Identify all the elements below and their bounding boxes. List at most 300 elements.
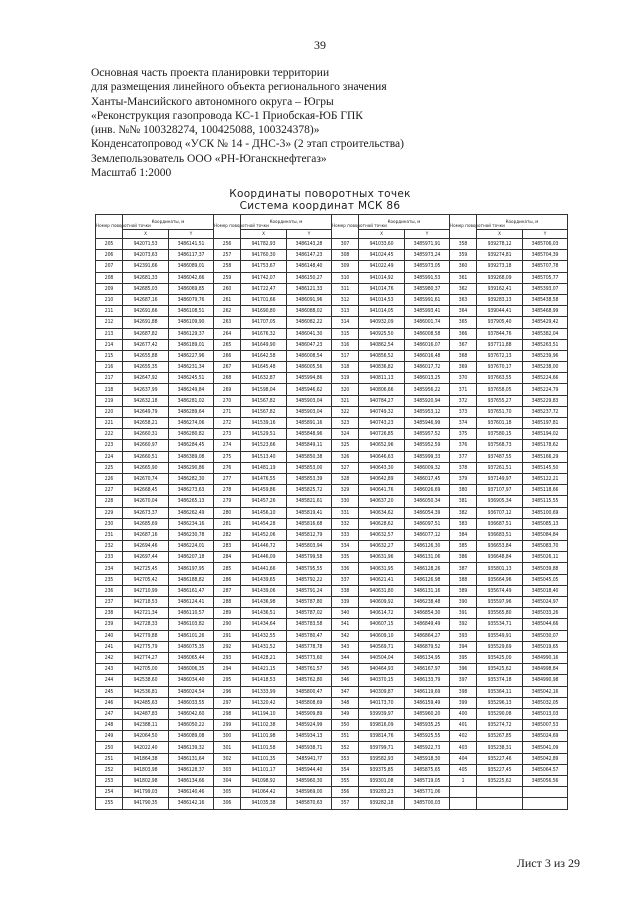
y-coordinate-cell: 3485122,21 [523,473,568,484]
x-coordinate-cell: 941539,16 [241,418,287,429]
table-row [96,652,568,663]
table-header [96,215,568,239]
y-coordinate-cell: 3485783,58 [287,619,332,630]
table-row [96,764,568,775]
table-row [96,630,568,641]
point-number-cell: 309 [332,261,359,272]
x-coordinate-cell: 935227,46 [477,753,523,764]
point-number-cell: 301 [214,742,241,753]
y-coordinate-cell: 3485018,40 [523,585,568,596]
y-coordinate-cell: 3485263,51 [523,339,568,350]
y-coordinate-cell: 3485762,80 [287,675,332,686]
x-coordinate-cell: 941803,98 [123,764,169,775]
y-coordinate-cell: 3486009,32 [405,462,450,473]
y-coordinate-cell: 3486079,76 [169,294,214,305]
y-coordinate-cell: 3486150,27 [287,272,332,283]
x-coordinate-cell: 940631,80 [359,585,405,596]
table-title [0,188,640,212]
table-row [96,429,568,440]
point-number-cell: 371 [450,384,477,395]
point-number-cell: 314 [332,317,359,328]
y-coordinate-cell: 3485791,24 [287,585,332,596]
x-coordinate-cell: 941701,66 [241,294,287,305]
point-number-cell: 389 [450,585,477,596]
point-number-header: Номер поворотной точки [96,215,123,239]
point-number-cell: 336 [332,563,359,574]
table-row [96,440,568,451]
sheet-footer: Лист 3 из 29 [516,856,580,870]
x-coordinate-cell: 941101,98 [241,731,287,742]
point-number-cell: 360 [450,261,477,272]
y-coordinate-cell: 3486082,22 [287,317,332,328]
point-number-cell: 228 [96,496,123,507]
x-coordinate-cell: 942705,42 [123,574,169,585]
point-number-cell: 323 [332,418,359,429]
x-header: X [477,230,523,239]
point-number-cell: 356 [332,787,359,798]
y-coordinate-cell: 3485719,05 [405,776,450,787]
point-number-cell: 343 [332,641,359,652]
point-number-cell: 291 [214,630,241,641]
table-row [96,306,568,317]
point-number-cell: 355 [332,776,359,787]
point-number-cell: 392 [450,619,477,630]
x-coordinate-cell: 941707,05 [241,317,287,328]
y-coordinate-cell: 3486274,06 [169,418,214,429]
point-number-cell: 303 [214,764,241,775]
header-line: Основная часть проекта планировки территории [91,67,330,79]
y-coordinate-cell: 3486140,46 [169,787,214,798]
x-coordinate-cell: 941014,05 [359,306,405,317]
point-number-cell: 275 [214,451,241,462]
y-coordinate-cell: 3485041,09 [523,742,568,753]
y-coordinate-cell: 3485870,63 [287,798,332,809]
point-number-cell [450,798,477,809]
x-coordinate-cell: 942487,83 [123,708,169,719]
x-coordinate-cell: 940925,50 [359,328,405,339]
y-coordinate-cell: 3485853,39 [287,473,332,484]
y-coordinate-cell: 3486109,90 [169,317,214,328]
x-coordinate-cell: 941459,86 [241,485,287,496]
x-coordinate-cell: 942774,27 [123,652,169,663]
coordinates-header: Координаты, м [359,215,450,230]
x-coordinate-cell: 937905,40 [477,317,523,328]
point-number-cell: 327 [332,462,359,473]
y-coordinate-cell: 3485909,89 [287,708,332,719]
point-number-cell: 310 [332,272,359,283]
point-number-cell: 254 [96,787,123,798]
point-number-cell: 278 [214,485,241,496]
point-number-cell: 279 [214,496,241,507]
y-coordinate-cell: 3485115,55 [523,496,568,507]
x-coordinate-cell: 941645,48 [241,362,287,373]
x-coordinate-cell: 937655,27 [477,395,523,406]
x-coordinate-cell: 941064,42 [241,787,287,798]
point-number-cell: 364 [450,306,477,317]
y-coordinate-cell: 3485971,91 [405,239,450,250]
y-coordinate-cell [523,798,568,809]
y-coordinate-cell: 3485778,78 [287,641,332,652]
x-coordinate-cell: 940811,13 [359,373,405,384]
x-coordinate-cell: 941014,92 [359,272,405,283]
y-coordinate-cell: 3486128,37 [169,764,214,775]
x-coordinate-cell: 942691,66 [123,306,169,317]
y-coordinate-cell: 3486097,51 [405,518,450,529]
x-coordinate-cell: 937149,97 [477,473,523,484]
x-coordinate-cell: 941799,03 [123,787,169,798]
x-coordinate-cell: 941418,53 [241,675,287,686]
y-coordinate-cell: 3486167,97 [405,664,450,675]
point-number-cell: 234 [96,563,123,574]
y-coordinate-cell: 3486075,35 [169,641,214,652]
x-coordinate-cell: 937601,18 [477,418,523,429]
table-row [96,597,568,608]
point-number-cell: 322 [332,406,359,417]
point-number-cell: 1 [450,776,477,787]
point-number-cell: 246 [96,697,123,708]
x-coordinate-cell: 941790,35 [123,798,169,809]
table-row [96,518,568,529]
table-row [96,418,568,429]
x-coordinate-cell: 937580,15 [477,429,523,440]
point-number-cell: 321 [332,395,359,406]
y-coordinate-cell: 3486124,41 [169,597,214,608]
y-coordinate-cell: 3485792,22 [287,574,332,585]
x-coordinate-cell: 940569,71 [359,641,405,652]
x-coordinate-cell: 940607,15 [359,619,405,630]
point-number-cell: 269 [214,384,241,395]
point-number-cell: 213 [96,328,123,339]
x-coordinate-cell: 941446,72 [241,541,287,552]
y-coordinate-cell: 3485438,58 [523,294,568,305]
point-number-cell: 313 [332,306,359,317]
x-coordinate-cell: 940743,23 [359,418,405,429]
point-number-header: Номер поворотной точки [214,215,241,239]
point-number-cell: 315 [332,328,359,339]
y-coordinate-cell: 3486033,55 [169,697,214,708]
point-number-cell: 283 [214,541,241,552]
y-coordinate-cell: 3486103,82 [169,619,214,630]
point-number-header: Номер поворотной точки [450,215,477,239]
y-coordinate-cell: 3486034,40 [169,675,214,686]
point-number-cell: 244 [96,675,123,686]
point-number-cell: 227 [96,485,123,496]
point-number-cell: 328 [332,473,359,484]
y-coordinate-cell: 3486042,66 [169,272,214,283]
point-number-cell: 290 [214,619,241,630]
point-number-cell: 396 [450,664,477,675]
x-coordinate-cell: 935549,91 [477,630,523,641]
y-coordinate-cell: 3485033,26 [523,608,568,619]
point-number-cell: 226 [96,473,123,484]
x-coordinate-cell: 942725,45 [123,563,169,574]
y-coordinate-cell: 3486088,02 [287,306,332,317]
x-coordinate-cell: 942660,31 [123,429,169,440]
x-coordinate-cell: 942691,88 [123,317,169,328]
table-row [96,250,568,261]
x-coordinate-cell: 941428,21 [241,652,287,663]
point-number-cell: 225 [96,462,123,473]
point-number-cell: 224 [96,451,123,462]
y-header: Y [169,230,214,239]
point-number-cell: 268 [214,373,241,384]
point-number-cell: 241 [96,641,123,652]
table-row [96,708,568,719]
page-number: 39 [314,38,326,52]
x-coordinate-cell: 939274,81 [477,250,523,261]
header-line: Ханты-Мансийского автономного округа – Югры [91,95,334,108]
point-number-cell: 231 [96,529,123,540]
point-number-cell: 304 [214,776,241,787]
y-coordinate-cell: 3485019,65 [523,641,568,652]
y-coordinate-cell: 3485700,03 [405,798,450,809]
point-number-cell: 245 [96,686,123,697]
table-row [96,350,568,361]
y-coordinate-cell: 3486024,54 [169,686,214,697]
x-coordinate-cell: 941567,82 [241,406,287,417]
table-row [96,563,568,574]
table-row [96,798,568,809]
table-row [96,541,568,552]
x-coordinate-cell: 941456,10 [241,507,287,518]
y-coordinate-cell: 3486119,69 [405,686,450,697]
point-number-cell: 208 [96,272,123,283]
point-number-cell: 383 [450,518,477,529]
y-coordinate-cell: 3485938,71 [287,742,332,753]
y-coordinate-cell: 3485799,58 [287,552,332,563]
x-coordinate-cell: 940309,87 [359,686,405,697]
y-coordinate-cell: 3486231,34 [169,362,214,373]
y-coordinate-cell: 3486238,48 [405,597,450,608]
point-number-cell: 325 [332,440,359,451]
y-coordinate-cell: 3486143,28 [287,239,332,250]
y-coordinate-cell: 3485934,13 [287,731,332,742]
y-coordinate-cell: 3486017,72 [405,362,450,373]
y-coordinate-cell: 3486047,23 [287,339,332,350]
x-coordinate-cell: 942022,40 [123,742,169,753]
point-number-cell: 397 [450,675,477,686]
point-number-cell: 395 [450,652,477,663]
table-row [96,641,568,652]
point-number-cell: 256 [214,239,241,250]
point-number-cell: 388 [450,574,477,585]
x-coordinate-cell: 940836,82 [359,362,405,373]
y-header: Y [287,230,332,239]
x-coordinate-cell: 942677,42 [123,339,169,350]
y-coordinate-cell: 3485197,81 [523,418,568,429]
point-number-cell: 296 [214,686,241,697]
x-coordinate-cell: 941722,47 [241,283,287,294]
table-row [96,339,568,350]
point-number-cell: 264 [214,328,241,339]
x-coordinate-cell: 939375,85 [359,764,405,775]
y-coordinate-cell: 3485787,80 [287,597,332,608]
x-coordinate-cell: 936707,12 [477,507,523,518]
y-coordinate-cell: 3485875,65 [405,764,450,775]
x-coordinate-cell: 940642,89 [359,473,405,484]
x-coordinate-cell: 940643,30 [359,462,405,473]
point-number-cell: 391 [450,608,477,619]
y-coordinate-cell: 3486126,98 [405,574,450,585]
y-coordinate-cell: 3485704,39 [523,250,568,261]
point-number-cell: 326 [332,451,359,462]
point-number-cell: 349 [332,708,359,719]
point-number-cell: 209 [96,283,123,294]
point-number-cell: 342 [332,630,359,641]
point-number-cell: 379 [450,473,477,484]
y-coordinate-cell: 3486227,96 [169,350,214,361]
point-number-cell: 267 [214,362,241,373]
y-coordinate-cell: 3486282,30 [169,473,214,484]
y-coordinate-cell: 3486001,74 [405,317,450,328]
y-coordinate-cell: 3486879,52 [405,641,450,652]
x-coordinate-cell: 935597,96 [477,597,523,608]
table-row [96,776,568,787]
point-number-cell: 250 [96,742,123,753]
x-coordinate-cell: 941101,17 [241,764,287,775]
x-coordinate-cell [477,787,523,798]
table-row [96,608,568,619]
x-coordinate-cell: 937568,73 [477,440,523,451]
y-coordinate-cell: 3486230,78 [169,529,214,540]
point-number-cell: 351 [332,731,359,742]
table-row [96,697,568,708]
x-coordinate-cell: 941802,98 [123,776,169,787]
y-coordinate-cell: 3485973,05 [405,261,450,272]
x-coordinate-cell: 935290,08 [477,708,523,719]
point-number-cell: 207 [96,261,123,272]
x-coordinate-cell: 942655,88 [123,350,169,361]
y-coordinate-cell: 3485957,52 [405,429,450,440]
table-row [96,507,568,518]
point-number-cell: 221 [96,418,123,429]
table-row [96,664,568,675]
x-coordinate-cell: 939273,18 [477,261,523,272]
x-coordinate-cell: 940862,54 [359,339,405,350]
y-coordinate-cell: 3485024,97 [523,597,568,608]
y-coordinate-cell: 3486131,16 [405,585,450,596]
x-coordinate-cell: 941320,42 [241,697,287,708]
x-coordinate-cell: 941102,38 [241,720,287,731]
y-header: Y [405,230,450,239]
x-coordinate-cell: 935425,62 [477,664,523,675]
x-coordinate-cell: 941642,58 [241,350,287,361]
point-number-cell: 369 [450,362,477,373]
x-coordinate-cell: 942710,99 [123,585,169,596]
y-coordinate-cell: 3485118,66 [523,485,568,496]
point-number-cell: 232 [96,541,123,552]
point-number-cell: 248 [96,720,123,731]
x-coordinate-cell: 941446,09 [241,552,287,563]
x-coordinate-cell: 937844,76 [477,328,523,339]
y-coordinate-cell: 3486005,56 [287,362,332,373]
x-coordinate-cell: 942665,90 [123,462,169,473]
point-number-cell: 218 [96,384,123,395]
y-coordinate-cell: 3486008,54 [287,350,332,361]
y-coordinate-cell: 3486849,49 [405,619,450,630]
x-coordinate-cell: 937711,88 [477,339,523,350]
x-coordinate-cell: 941476,55 [241,473,287,484]
point-number-cell: 305 [214,787,241,798]
point-number-cell: 206 [96,250,123,261]
y-coordinate-cell: 3486065,44 [169,652,214,663]
point-number-cell: 361 [450,272,477,283]
point-number-cell: 211 [96,306,123,317]
y-coordinate-cell: 3485991,61 [405,294,450,305]
point-number-cell: 332 [332,518,359,529]
table-row [96,451,568,462]
x-coordinate-cell: 935425,00 [477,652,523,663]
point-number-cell: 331 [332,507,359,518]
y-coordinate-cell: 3484990,16 [523,652,568,663]
point-number-cell: 215 [96,350,123,361]
x-coordinate-cell: 942538,60 [123,675,169,686]
x-coordinate-cell: 940609,10 [359,630,405,641]
x-coordinate-cell: 939301,08 [359,776,405,787]
x-coordinate-cell: 941436,98 [241,597,287,608]
table-title-line: Координаты поворотных точек [229,188,411,200]
x-coordinate-cell: 935674,49 [477,585,523,596]
y-coordinate-cell: 3485013,03 [523,708,568,719]
y-coordinate-cell: 3485819,41 [287,507,332,518]
x-coordinate-cell: 941454,28 [241,518,287,529]
x-coordinate-cell: 940631,96 [359,552,405,563]
x-coordinate-cell: 940932,09 [359,317,405,328]
y-coordinate-cell: 3485707,78 [523,261,568,272]
point-number-cell: 318 [332,362,359,373]
point-number-cell: 257 [214,250,241,261]
point-number-cell: 263 [214,317,241,328]
y-coordinate-cell: 3485935,25 [405,720,450,731]
y-coordinate-cell: 3485224,66 [523,373,568,384]
point-number-cell: 353 [332,753,359,764]
y-coordinate-cell: 3485849,11 [287,440,332,451]
x-coordinate-cell: 942670,04 [123,496,169,507]
point-number-cell: 288 [214,597,241,608]
x-coordinate-cell: 942681,33 [123,272,169,283]
y-coordinate-cell: 3485952,59 [405,440,450,451]
y-coordinate-cell: 3486016,07 [405,339,450,350]
point-number-cell: 362 [450,283,477,294]
x-coordinate-cell: 942658,21 [123,418,169,429]
point-number-cell: 370 [450,373,477,384]
y-coordinate-cell: 3486131,64 [169,753,214,764]
point-number-cell: 252 [96,764,123,775]
y-coordinate-cell: 3486142,16 [169,798,214,809]
point-number-cell: 311 [332,283,359,294]
y-coordinate-cell: 3486289,64 [169,406,214,417]
x-coordinate-cell: 941567,82 [241,395,287,406]
x-coordinate-cell: 942637,99 [123,384,169,395]
point-number-cell: 259 [214,272,241,283]
table-row [96,619,568,630]
x-coordinate-cell: 941101,58 [241,742,287,753]
y-coordinate-cell: 3485808,69 [287,697,332,708]
y-coordinate-cell: 3486273,63 [169,485,214,496]
x-coordinate-cell: 942647,92 [123,373,169,384]
point-number-cell: 237 [96,597,123,608]
point-number-cell: 220 [96,406,123,417]
x-coordinate-cell: 942660,51 [123,451,169,462]
x-coordinate-cell: 941598,04 [241,384,287,395]
x-coordinate-cell: 941014,76 [359,283,405,294]
x-coordinate-cell: 939283,13 [477,294,523,305]
header-line: (инв. №№ 100328274, 100425088, 100324378)» [91,124,320,137]
point-number-cell: 404 [450,753,477,764]
x-coordinate-cell: 940856,52 [359,350,405,361]
header-line: Конденсатопровод «УСК № 14 - ДНС-3» (2 этап строительства) [91,138,404,151]
point-number-cell: 384 [450,529,477,540]
